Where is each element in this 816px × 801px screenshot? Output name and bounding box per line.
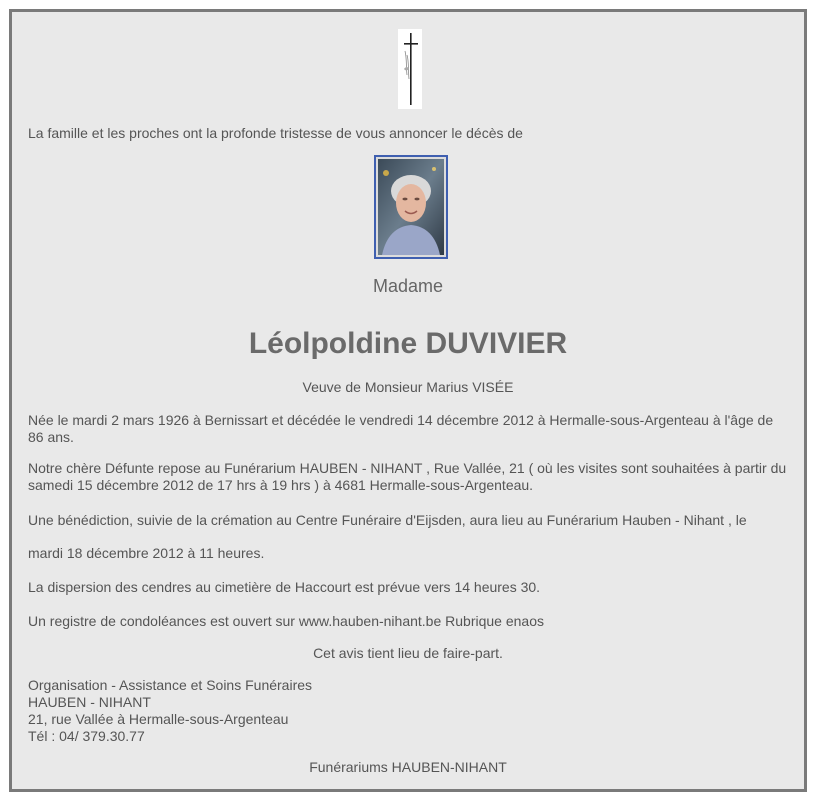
deceased-name: Léolpoldine DUVIVIER <box>248 327 568 360</box>
birth-death-paragraph: Née le mardi 2 mars 1926 à Bernissart et décédée le vendredi 14 décembre 2012 à Hermalle-sous-Argenteau à l'âge de 86 ans. <box>28 412 774 445</box>
funeral-home-paragraph: Notre chère Défunte repose au Funérarium HAUBEN - NIHANT , Rue Vallée, 21 ( où les visites sont souhaitées à partir du samedi 15 décembre 2012 de 17 hrs à 19 hrs ) à 4681 Hermalle-sous-Argenteau. <box>28 460 787 493</box>
organisation-line: 21, rue Vallée à Hermalle-sous-Argenteau <box>28 711 289 727</box>
footer-signature: Funérariums HAUBEN-NIHANT <box>309 759 507 775</box>
faire-part-note: Cet avis tient lieu de faire-part. <box>313 645 503 661</box>
ceremony-date: mardi 18 décembre 2012 à 11 heures. <box>28 545 265 561</box>
blessing-paragraph: Une bénédiction, suivie de la crémation au Centre Funéraire d'Eijsden, aura lieu au Funérarium Hauben - Nihant , le <box>28 512 747 528</box>
death-notice-card <box>9 9 807 792</box>
cross-icon <box>398 29 422 109</box>
intro-text: La famille et les proches ont la profonde tristesse de vous annoncer le décès de <box>28 125 523 141</box>
honorific: Madame <box>372 276 444 296</box>
condolences-paragraph: Un registre de condoléances est ouvert sur www.hauben-nihant.be Rubrique enaos <box>28 613 544 629</box>
organisation-line: Organisation - Assistance et Soins Funéraires <box>28 677 313 693</box>
portrait-photo <box>374 155 448 259</box>
widow-line: Veuve de Monsieur Marius VISÉE <box>302 379 514 395</box>
ashes-paragraph: La dispersion des cendres au cimetière de Haccourt est prévue vers 14 heures 30. <box>28 579 541 595</box>
organisation-block <box>28 677 312 745</box>
organisation-line: HAUBEN - NIHANT <box>28 694 151 710</box>
organisation-phone: Tél : 04/ 379.30.77 <box>28 728 145 744</box>
